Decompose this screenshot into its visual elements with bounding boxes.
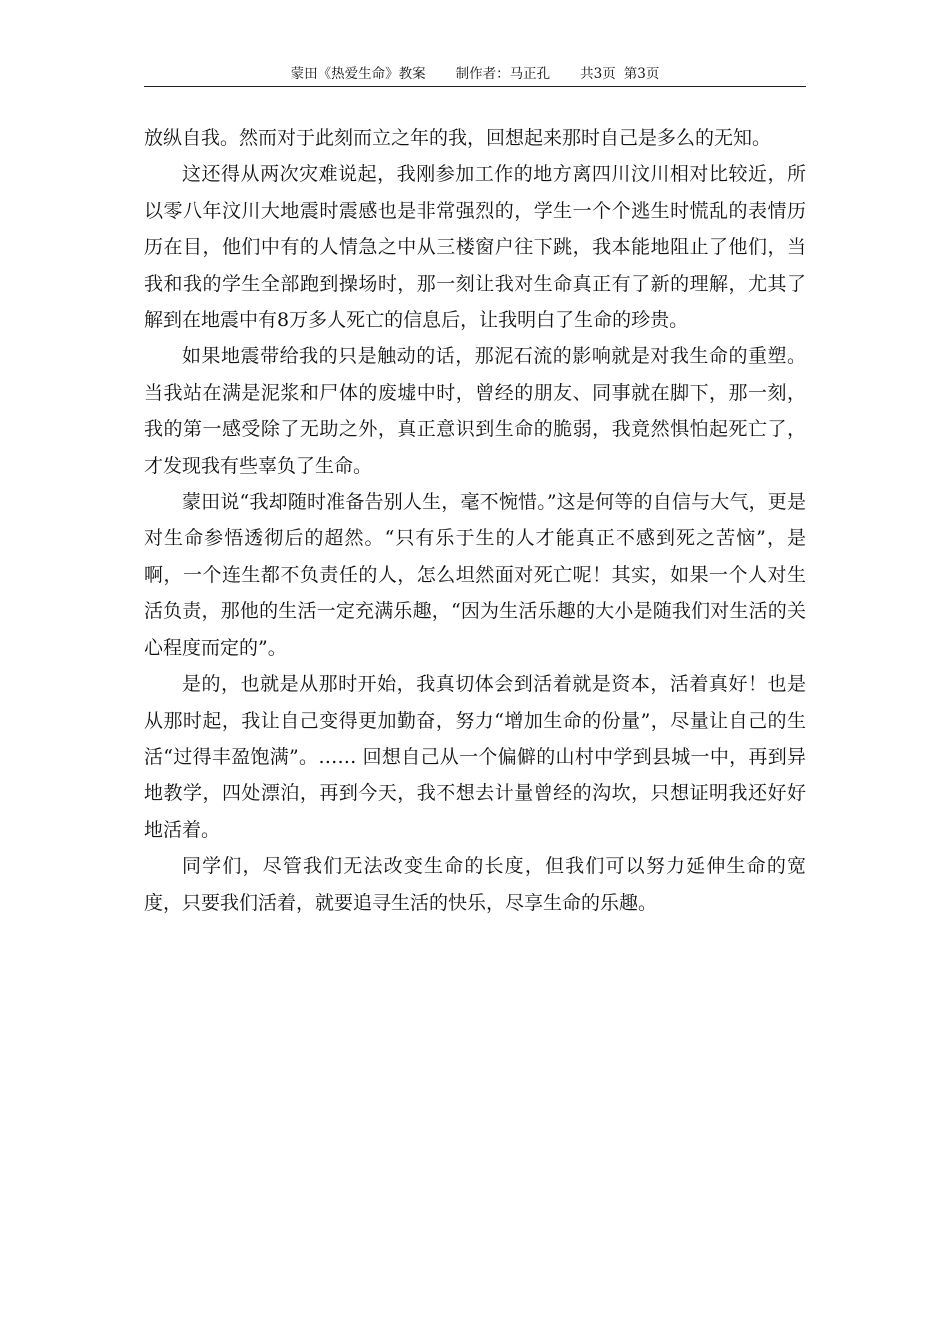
paragraph-continuation: 放纵自我。然而对于此刻而立之年的我，回想起来那时自己是多么的无知。 <box>144 127 772 149</box>
header-author: 制作者：马正孔 <box>455 66 551 82</box>
document-body <box>144 120 806 921</box>
header-total-pages: 共3页 <box>580 66 616 82</box>
paragraph-conclusion: 同学们，尽管我们无法改变生命的长度，但我们可以努力延伸生命的宽度，只要我们活着，就要追寻生活的快乐，尽享生命的乐趣。 <box>144 855 806 914</box>
paragraph-montaigne-quote: 蒙田说“我却随时准备告别人生，毫不惋惜。”这是何等的自信与大气，更是对生命参悟透彻后的超然。“只有乐于生的人才能真正不感到死之苦恼”，是啊，一个连生都不负责任的人，怎么坦然面对死亡呢！其实，如果一个人对生活负责，那他的生活一定充满乐趣，“因为生活乐趣的大小是随我们对生活的关心程度而定的”。 <box>144 491 806 659</box>
page-header <box>144 64 806 87</box>
header-current-page: 第3页 <box>623 66 660 82</box>
paragraph-reflection: 是的，也就是从那时开始，我真切体会到活着就是资本，活着真好！也是从那时起，我让自己变得更加勤奋，努力“增加生命的份量”，尽量让自己的生活“过得丰盈饱满”。…… 回想自己从一个偏僻的山村中学到县城一中，再到异地教学，四处漂泊，再到今天，我不想去计量曾经的沟坎，只想证明我还好好地活着。 <box>144 673 806 841</box>
header-course-title: 蒙田《热爱生命》教案 <box>290 66 426 82</box>
paragraph-mudslide: 如果地震带给我的只是触动的话，那泥石流的影响就是对我生命的重塑。当我站在满是泥浆和尸体的废墟中时，曾经的朋友、同事就在脚下，那一刻，我的第一感受除了无助之外，真正意识到生命的脆弱，我竟然惧怕起死亡了，才发现我有些辜负了生命。 <box>144 345 806 477</box>
paragraph-earthquake: 这还得从两次灾难说起，我刚参加工作的地方离四川汶川相对比较近，所以零八年汶川大地震时震感也是非常强烈的，学生一个个逃生时慌乱的表情历历在目，他们中有的人情急之中从三楼窗户往下跳，我本能地阻止了他们，当我和我的学生全部跑到操场时，那一刻让我对生命真正有了新的理解，尤其了解到在地震中有8万多人死亡的信息后，让我明白了生命的珍贵。 <box>144 163 806 332</box>
